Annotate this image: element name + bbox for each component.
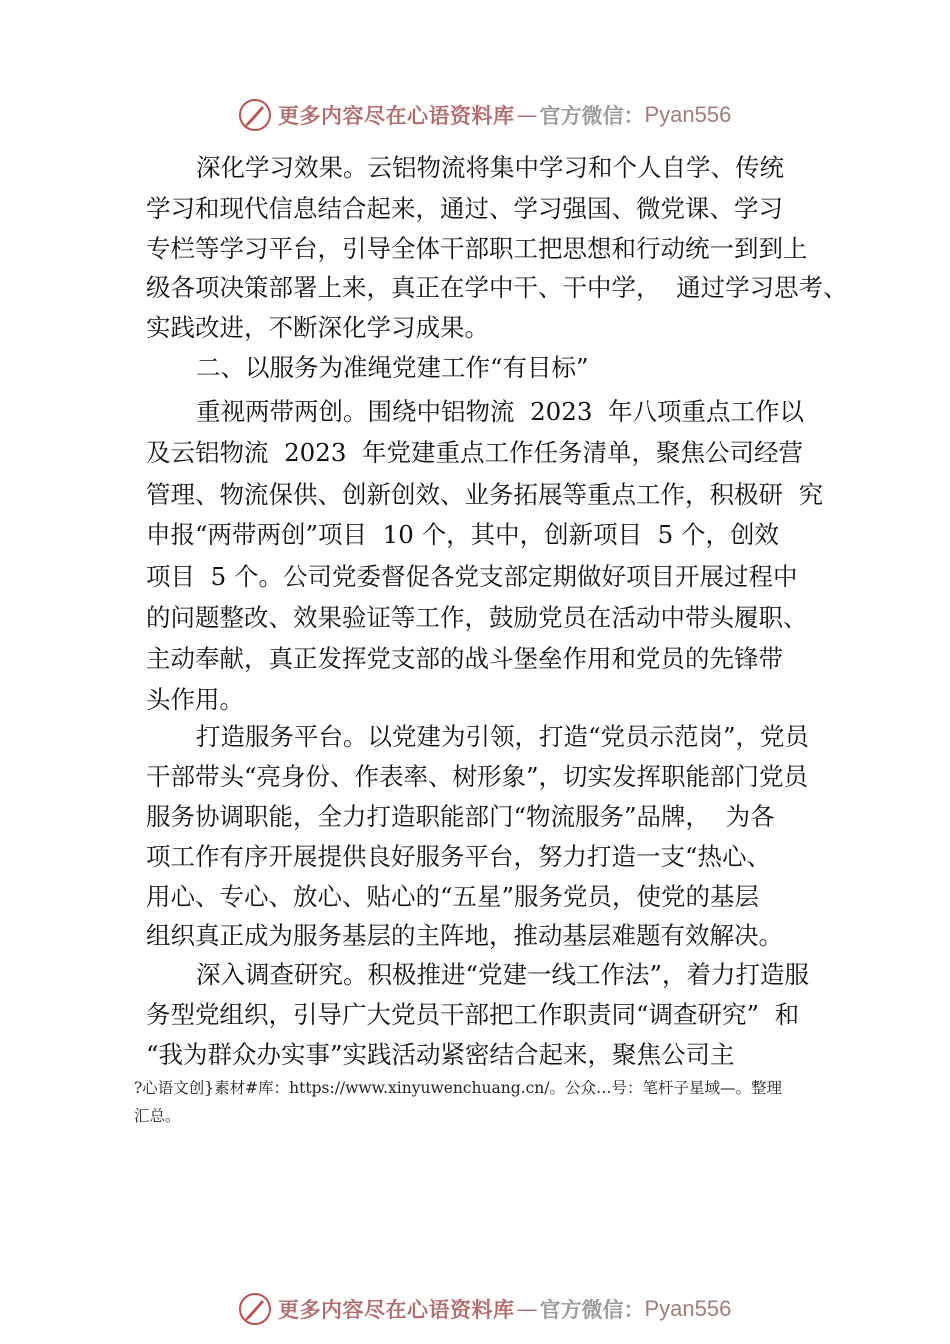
body-line: 项工作有序开展提供良好服务平台，努力打造一支“热心、 (146, 842, 772, 871)
body-line: 级各项决策部署上来，真正在学中干、干中学， 通过学习思考、 (146, 273, 848, 302)
banner-dash: — (516, 1297, 538, 1321)
quill-logo-icon (238, 98, 272, 132)
body-line: 深入调查研究。积极推进“党建一线工作法”，着力打造服 (196, 960, 810, 989)
body-line: 深化学习效果。云铝物流将集中学习和个人自学、传统 (196, 153, 784, 182)
body-line: 用心、专心、放心、贴心的“五星”服务党员，使党的基层 (146, 882, 760, 911)
banner-wechat-id: Pyan556 (644, 1296, 732, 1321)
body-line: 学习和现代信息结合起来，通过、学习强国、微党课、学习 (146, 194, 783, 223)
quill-logo-icon (238, 1292, 272, 1326)
body-line: 专栏等学习平台，引导全体干部职工把思想和行动统一到到上 (146, 234, 808, 263)
body-line: 项目 5 个。公司党委督促各党支部定期做好项目开展过程中 (146, 562, 798, 591)
body-line: 主动奉献，真正发挥党支部的战斗堡垒作用和党员的先锋带 (146, 644, 783, 673)
body-line: 重视两带两创。围绕中铝物流 2023 年八项重点工作以 (196, 397, 804, 426)
body-line: 干部带头“亮身份、作表率、树形象”，切实发挥职能部门党员 (146, 762, 809, 791)
body-line: “我为群众办实事”实践活动紧密结合起来，聚焦公司主 (146, 1040, 735, 1069)
banner-title: 更多内容尽在心语资料库 (278, 103, 515, 128)
banner-wechat-label: 官方微信： (539, 1297, 645, 1322)
banner-wechat-id: Pyan556 (644, 102, 732, 127)
body-line: 组织真正成为服务基层的主阵地，推动基层难题有效解决。 (146, 921, 783, 950)
body-line: 打造服务平台。以党建为引领，打造“党员示范岗”，党员 (196, 722, 810, 751)
section-heading: 二、以服务为准绳党建工作“有目标” (196, 353, 589, 382)
footnote-line: 汇总。 (134, 1107, 181, 1125)
banner-title: 更多内容尽在心语资料库 (278, 1297, 515, 1322)
body-line: 及云铝物流 2023 年党建重点工作任务清单，聚焦公司经营 (146, 438, 803, 467)
footnote-line: ?心语文创}素材#库：https://www.xinyuwenchuang.cn/。公众…号：笔杆子星域—。整理 (134, 1079, 782, 1097)
body-line: 实践改进，不断深化学习成果。 (146, 313, 489, 342)
body-line: 管理、物流保供、创新创效、业务拓展等重点工作，积极研 究 (146, 480, 824, 509)
body-line: 申报“两带两创”项目 10 个，其中，创新项目 5 个，创效 (146, 520, 780, 549)
body-line: 头作用。 (146, 685, 244, 714)
body-line: 务型党组织，引导广大党员干部把工作职责同“调查研究” 和 (146, 1000, 800, 1029)
header-banner (238, 97, 738, 133)
banner-dash: — (516, 103, 538, 127)
banner-wechat-label: 官方微信： (539, 103, 645, 128)
footer-banner (238, 1291, 738, 1327)
body-line: 的问题整改、效果验证等工作，鼓励党员在活动中带头履职、 (146, 603, 808, 632)
body-line: 服务协调职能，全力打造职能部门“物流服务”品牌， 为各 (146, 802, 775, 831)
